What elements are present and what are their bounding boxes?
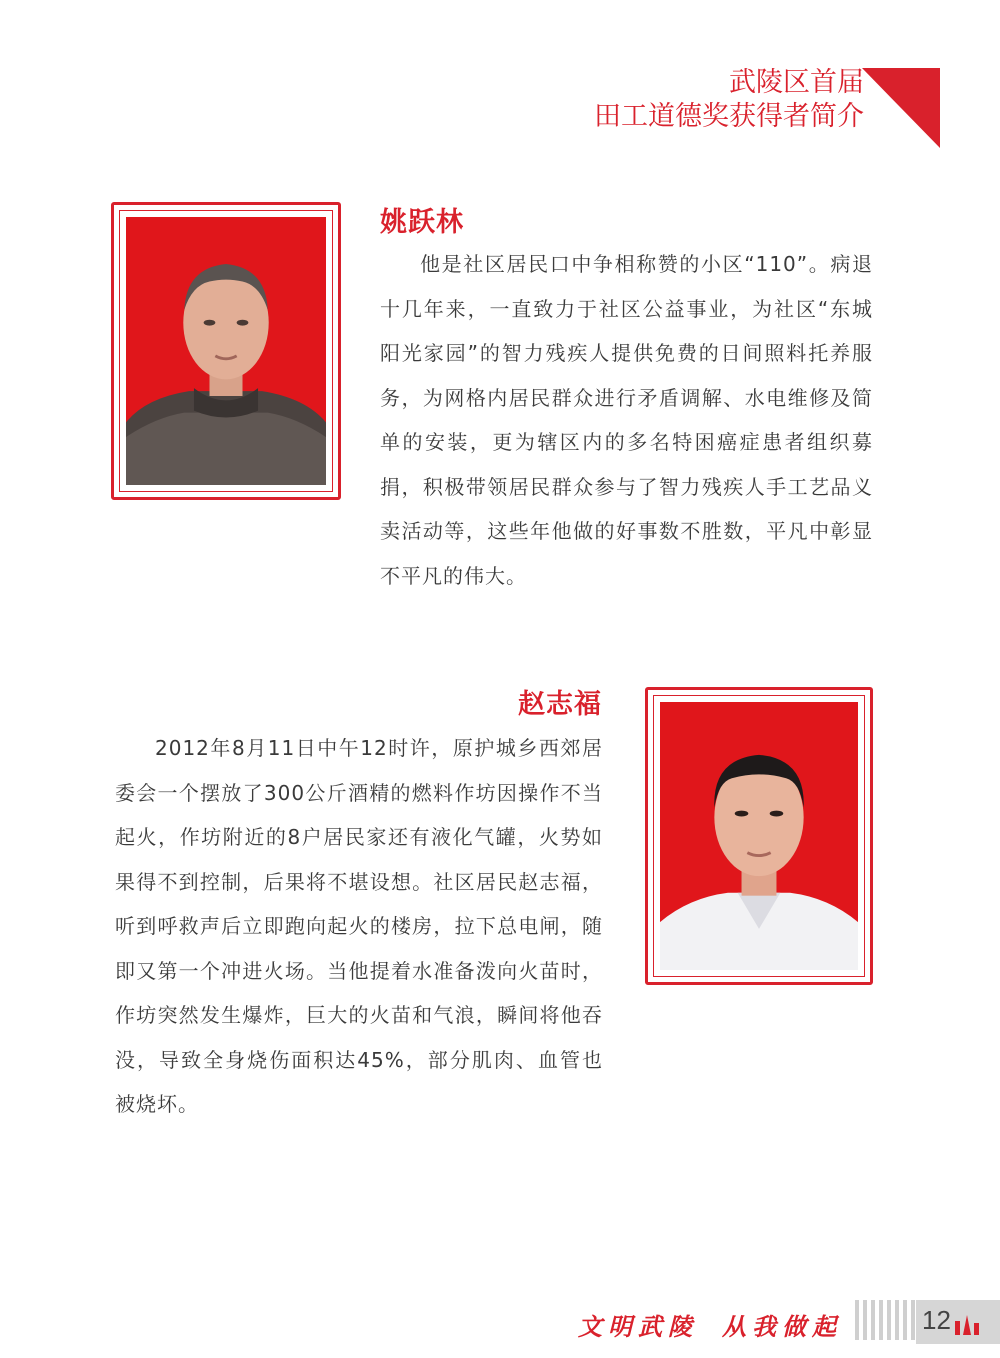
portrait-photo <box>126 217 326 485</box>
person-bio: 2012年8月11日中午12时许，原护城乡西郊居委会一个摆放了300公斤酒精的燃料作坊因操作不当起火，作坊附近的8户居民家还有液化气罐，火势如果得不到控制，后果将不堪设想。社区居民赵志福，听到呼救声后立即跑向起火的楼房，拉下总电闸，随即又第一个冲进火场。当他提着水准备泼向火苗时，作坊突然发生爆炸，巨大的火苗和气浪，瞬间将他吞没，导致全身烧伤面积达45%，部分肌肉、血管也被烧坏。 <box>115 736 603 1116</box>
person-bio: 他是社区居民口中争相称赞的小区“110”。病退十几年来，一直致力于社区公益事业，为社区“东城阳光家园”的智力残疾人提供免费的日间照料托养服务，为网格内居民群众进行矛盾调解、水电维修及简单的安装，更为辖区内的多名特困癌症患者组织募捐，积极带领居民群众参与了智力残疾人手工艺品义卖活动等，这些年他做的好事数不胜数，平凡中彰显不平凡的伟大。 <box>380 252 873 588</box>
page-number: 12 <box>922 1305 951 1335</box>
footer-slogan-part1: 文明武陵 <box>578 1312 698 1341</box>
header-title <box>594 66 864 134</box>
header-title-line2: 田工道德奖获得者简介 <box>594 101 864 132</box>
header-flag-icon <box>862 68 940 148</box>
page-mark-icon <box>955 1313 983 1335</box>
person-name: 赵志福 <box>518 689 602 720</box>
portrait-frame <box>645 687 873 985</box>
man-portrait-icon <box>660 702 858 970</box>
portrait-frame <box>111 202 341 500</box>
person-name: 姚跃林 <box>380 207 464 238</box>
header-title-line1: 武陵区首届 <box>729 67 864 98</box>
footer-slogan <box>578 1307 842 1342</box>
portrait-photo <box>660 702 858 970</box>
footer-slogan-part2: 从我做起 <box>722 1312 842 1341</box>
footer-stripes <box>855 1300 915 1340</box>
man-portrait-icon <box>126 217 326 485</box>
